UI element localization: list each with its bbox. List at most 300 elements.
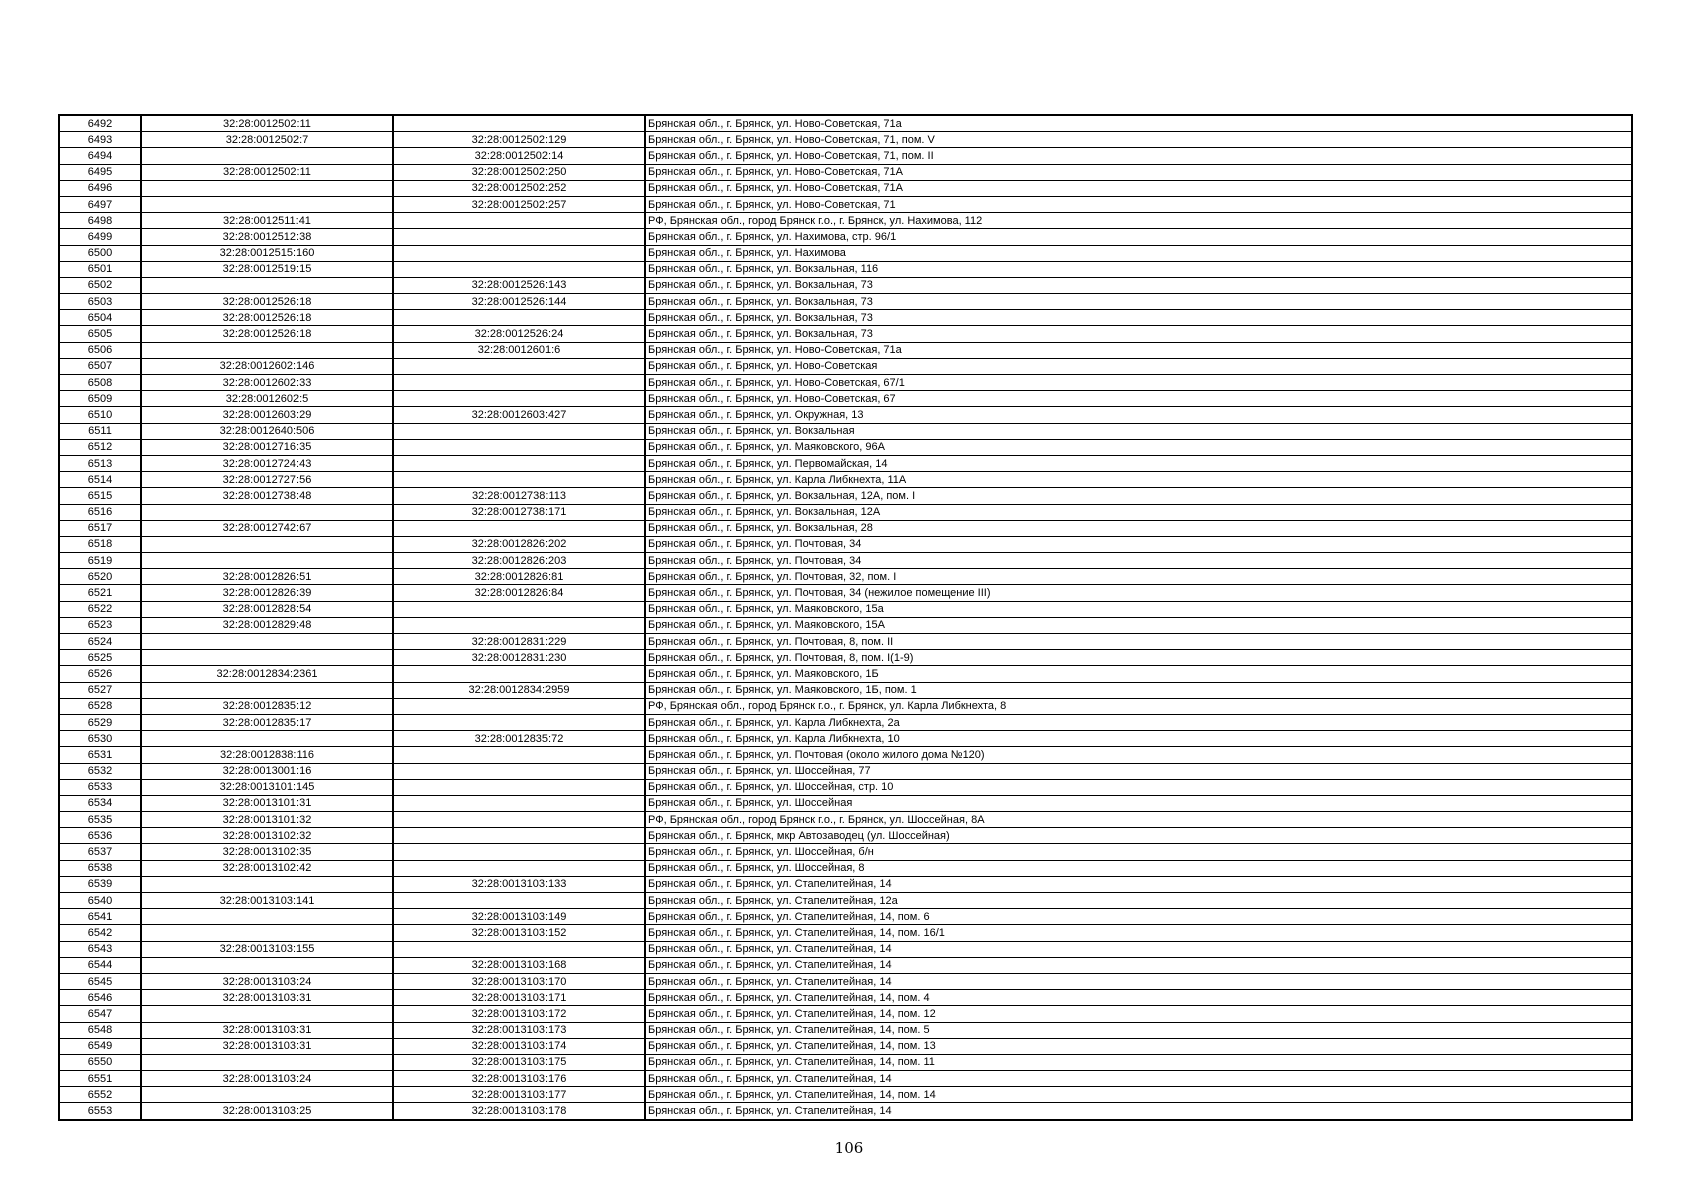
cadastral-number-cell: 32:28:0013101:32 — [141, 812, 393, 828]
cadastral-number-cell — [141, 504, 393, 520]
cadastral-number-cell: 32:28:0012602:146 — [141, 358, 393, 374]
table-row — [59, 488, 1632, 504]
address-cell: Брянская обл., г. Брянск, ул. Стапелитейная, 14, пом. 12 — [645, 1006, 1632, 1022]
building-cadastral-number-cell: 32:28:0012826:81 — [393, 569, 645, 585]
row-number-cell: 6551 — [59, 1071, 141, 1087]
cadastral-number-cell: 32:28:0012603:29 — [141, 407, 393, 423]
table-row — [59, 115, 1632, 132]
table-row — [59, 132, 1632, 148]
address-cell: Брянская обл., г. Брянск, ул. Маяковского, 15а — [645, 601, 1632, 617]
row-number-cell: 6500 — [59, 245, 141, 261]
row-number-cell: 6538 — [59, 860, 141, 876]
table-row — [59, 860, 1632, 876]
address-cell: Брянская обл., г. Брянск, ул. Вокзальная, 73 — [645, 310, 1632, 326]
row-number-cell: 6521 — [59, 585, 141, 601]
table-row — [59, 682, 1632, 698]
table-row — [59, 909, 1632, 925]
address-cell: Брянская обл., г. Брянск, ул. Вокзальная, 12А — [645, 504, 1632, 520]
building-cadastral-number-cell: 32:28:0013103:178 — [393, 1103, 645, 1120]
row-number-cell: 6496 — [59, 180, 141, 196]
building-cadastral-number-cell: 32:28:0012526:144 — [393, 294, 645, 310]
cadastral-number-cell — [141, 731, 393, 747]
row-number-cell: 6507 — [59, 358, 141, 374]
address-cell: Брянская обл., г. Брянск, ул. Вокзальная — [645, 423, 1632, 439]
address-cell: Брянская обл., г. Брянск, ул. Стапелитейная, 14, пом. 6 — [645, 909, 1632, 925]
address-cell: Брянская обл., г. Брянск, ул. Ново-Советская, 67 — [645, 391, 1632, 407]
table-row — [59, 990, 1632, 1006]
table-row — [59, 941, 1632, 957]
row-number-cell: 6529 — [59, 714, 141, 730]
table-row — [59, 310, 1632, 326]
building-cadastral-number-cell — [393, 828, 645, 844]
row-number-cell: 6524 — [59, 634, 141, 650]
row-number-cell: 6542 — [59, 925, 141, 941]
table-row — [59, 601, 1632, 617]
address-cell: Брянская обл., г. Брянск, ул. Вокзальная, 73 — [645, 294, 1632, 310]
row-number-cell: 6503 — [59, 294, 141, 310]
address-cell: Брянская обл., г. Брянск, ул. Ново-Советская, 71А — [645, 180, 1632, 196]
building-cadastral-number-cell: 32:28:0012502:250 — [393, 164, 645, 180]
building-cadastral-number-cell: 32:28:0012738:113 — [393, 488, 645, 504]
cadastral-number-cell: 32:28:0012640:506 — [141, 423, 393, 439]
cadastral-number-cell: 32:28:0012519:15 — [141, 261, 393, 277]
building-cadastral-number-cell: 32:28:0012502:252 — [393, 180, 645, 196]
address-cell: Брянская обл., г. Брянск, ул. Маяковского, 1Б, пом. 1 — [645, 682, 1632, 698]
cadastral-number-cell — [141, 277, 393, 293]
table-row — [59, 277, 1632, 293]
cadastral-number-cell — [141, 1087, 393, 1103]
row-number-cell: 6528 — [59, 698, 141, 714]
row-number-cell: 6495 — [59, 164, 141, 180]
address-cell: РФ, Брянская обл., город Брянск г.о., г. Брянск, ул. Шоссейная, 8А — [645, 812, 1632, 828]
building-cadastral-number-cell: 32:28:0012502:257 — [393, 196, 645, 212]
address-cell: Брянская обл., г. Брянск, ул. Ново-Советская — [645, 358, 1632, 374]
cadastral-number-cell: 32:28:0013102:42 — [141, 860, 393, 876]
table-row — [59, 196, 1632, 212]
table-row — [59, 844, 1632, 860]
building-cadastral-number-cell — [393, 941, 645, 957]
address-cell: Брянская обл., г. Брянск, ул. Шоссейная, б/н — [645, 844, 1632, 860]
table-row — [59, 828, 1632, 844]
building-cadastral-number-cell — [393, 714, 645, 730]
table-row — [59, 731, 1632, 747]
building-cadastral-number-cell — [393, 601, 645, 617]
address-cell: Брянская обл., г. Брянск, ул. Вокзальная, 73 — [645, 277, 1632, 293]
address-cell: Брянская обл., г. Брянск, ул. Нахимова, стр. 96/1 — [645, 229, 1632, 245]
building-cadastral-number-cell: 32:28:0013103:175 — [393, 1054, 645, 1070]
property-table — [58, 114, 1633, 1121]
row-number-cell: 6523 — [59, 617, 141, 633]
address-cell: Брянская обл., г. Брянск, ул. Шоссейная — [645, 795, 1632, 811]
cadastral-number-cell — [141, 342, 393, 358]
cadastral-number-cell: 32:28:0012526:18 — [141, 326, 393, 342]
row-number-cell: 6525 — [59, 650, 141, 666]
address-cell: Брянская обл., г. Брянск, ул. Шоссейная, стр. 10 — [645, 779, 1632, 795]
table-row — [59, 375, 1632, 391]
building-cadastral-number-cell: 32:28:0013103:133 — [393, 876, 645, 892]
cadastral-number-cell: 32:28:0012724:43 — [141, 455, 393, 471]
address-cell: Брянская обл., г. Брянск, ул. Ново-Советская, 71А — [645, 164, 1632, 180]
row-number-cell: 6547 — [59, 1006, 141, 1022]
cadastral-number-cell: 32:28:0012834:2361 — [141, 666, 393, 682]
cadastral-number-cell: 32:28:0013103:155 — [141, 941, 393, 957]
building-cadastral-number-cell — [393, 893, 645, 909]
cadastral-number-cell: 32:28:0012526:18 — [141, 294, 393, 310]
row-number-cell: 6514 — [59, 472, 141, 488]
cadastral-number-cell — [141, 650, 393, 666]
table-row — [59, 747, 1632, 763]
address-cell: Брянская обл., г. Брянск, ул. Стапелитейная, 14 — [645, 1071, 1632, 1087]
row-number-cell: 6492 — [59, 115, 141, 132]
address-cell: Брянская обл., г. Брянск, ул. Первомайская, 14 — [645, 455, 1632, 471]
building-cadastral-number-cell — [393, 439, 645, 455]
table-row — [59, 261, 1632, 277]
address-cell: Брянская обл., г. Брянск, ул. Ново-Советская, 71а — [645, 342, 1632, 358]
address-cell: Брянская обл., г. Брянск, ул. Маяковского, 1Б — [645, 666, 1632, 682]
row-number-cell: 6532 — [59, 763, 141, 779]
building-cadastral-number-cell — [393, 213, 645, 229]
row-number-cell: 6506 — [59, 342, 141, 358]
address-cell: Брянская обл., г. Брянск, ул. Стапелитейная, 14, пом. 16/1 — [645, 925, 1632, 941]
row-number-cell: 6494 — [59, 148, 141, 164]
address-cell: Брянская обл., г. Брянск, ул. Ново-Советская, 71а — [645, 115, 1632, 132]
row-number-cell: 6519 — [59, 553, 141, 569]
row-number-cell: 6515 — [59, 488, 141, 504]
cadastral-number-cell — [141, 876, 393, 892]
table-row — [59, 358, 1632, 374]
building-cadastral-number-cell — [393, 520, 645, 536]
table-row — [59, 925, 1632, 941]
address-cell: Брянская обл., г. Брянск, ул. Стапелитейная, 14, пом. 14 — [645, 1087, 1632, 1103]
row-number-cell: 6520 — [59, 569, 141, 585]
cadastral-number-cell: 32:28:0012826:39 — [141, 585, 393, 601]
cadastral-number-cell: 32:28:0013102:32 — [141, 828, 393, 844]
table-row — [59, 164, 1632, 180]
building-cadastral-number-cell — [393, 698, 645, 714]
cadastral-number-cell: 32:28:0012526:18 — [141, 310, 393, 326]
cadastral-number-cell: 32:28:0012742:67 — [141, 520, 393, 536]
cadastral-number-cell: 32:28:0012835:12 — [141, 698, 393, 714]
building-cadastral-number-cell: 32:28:0013103:174 — [393, 1038, 645, 1054]
address-cell: Брянская обл., г. Брянск, ул. Стапелитейная, 14, пом. 5 — [645, 1022, 1632, 1038]
cadastral-number-cell — [141, 536, 393, 552]
cadastral-number-cell: 32:28:0012502:7 — [141, 132, 393, 148]
building-cadastral-number-cell: 32:28:0012826:84 — [393, 585, 645, 601]
cadastral-number-cell: 32:28:0012738:48 — [141, 488, 393, 504]
address-cell: Брянская обл., г. Брянск, ул. Стапелитейная, 12а — [645, 893, 1632, 909]
building-cadastral-number-cell — [393, 779, 645, 795]
cadastral-number-cell — [141, 148, 393, 164]
row-number-cell: 6509 — [59, 391, 141, 407]
address-cell: Брянская обл., г. Брянск, ул. Почтовая (около жилого дома №120) — [645, 747, 1632, 763]
table-row — [59, 553, 1632, 569]
building-cadastral-number-cell: 32:28:0012502:14 — [393, 148, 645, 164]
building-cadastral-number-cell — [393, 423, 645, 439]
address-cell: Брянская обл., г. Брянск, ул. Почтовая, 34 (нежилое помещение III) — [645, 585, 1632, 601]
cadastral-number-cell: 32:28:0012511:41 — [141, 213, 393, 229]
building-cadastral-number-cell — [393, 812, 645, 828]
building-cadastral-number-cell: 32:28:0013103:152 — [393, 925, 645, 941]
cadastral-number-cell: 32:28:0012826:51 — [141, 569, 393, 585]
cadastral-number-cell — [141, 925, 393, 941]
address-cell: Брянская обл., г. Брянск, ул. Вокзальная, 28 — [645, 520, 1632, 536]
address-cell: Брянская обл., г. Брянск, ул. Ново-Советская, 67/1 — [645, 375, 1632, 391]
cadastral-number-cell: 32:28:0012716:35 — [141, 439, 393, 455]
address-cell: Брянская обл., г. Брянск, ул. Шоссейная, 77 — [645, 763, 1632, 779]
cadastral-number-cell: 32:28:0013101:31 — [141, 795, 393, 811]
row-number-cell: 6537 — [59, 844, 141, 860]
row-number-cell: 6535 — [59, 812, 141, 828]
address-cell: Брянская обл., г. Брянск, ул. Стапелитейная, 14 — [645, 973, 1632, 989]
address-cell: Брянская обл., г. Брянск, ул. Вокзальная, 73 — [645, 326, 1632, 342]
building-cadastral-number-cell — [393, 455, 645, 471]
building-cadastral-number-cell: 32:28:0012502:129 — [393, 132, 645, 148]
address-cell: Брянская обл., г. Брянск, ул. Карла Либкнехта, 2а — [645, 714, 1632, 730]
cadastral-number-cell: 32:28:0012835:17 — [141, 714, 393, 730]
table-row — [59, 439, 1632, 455]
building-cadastral-number-cell: 32:28:0013103:172 — [393, 1006, 645, 1022]
address-cell: Брянская обл., г. Брянск, ул. Стапелитейная, 14, пом. 13 — [645, 1038, 1632, 1054]
table-row — [59, 213, 1632, 229]
table-row — [59, 423, 1632, 439]
table-row — [59, 229, 1632, 245]
table-row — [59, 795, 1632, 811]
building-cadastral-number-cell: 32:28:0012601:6 — [393, 342, 645, 358]
building-cadastral-number-cell: 32:28:0012831:230 — [393, 650, 645, 666]
building-cadastral-number-cell: 32:28:0012526:24 — [393, 326, 645, 342]
row-number-cell: 6527 — [59, 682, 141, 698]
table-row — [59, 714, 1632, 730]
address-cell: Брянская обл., г. Брянск, ул. Карла Либкнехта, 10 — [645, 731, 1632, 747]
cadastral-number-cell: 32:28:0013103:24 — [141, 1071, 393, 1087]
cadastral-number-cell — [141, 682, 393, 698]
table-row — [59, 698, 1632, 714]
row-number-cell: 6522 — [59, 601, 141, 617]
row-number-cell: 6513 — [59, 455, 141, 471]
building-cadastral-number-cell — [393, 391, 645, 407]
row-number-cell: 6493 — [59, 132, 141, 148]
cadastral-number-cell: 32:28:0013101:145 — [141, 779, 393, 795]
cadastral-number-cell: 32:28:0012602:5 — [141, 391, 393, 407]
row-number-cell: 6553 — [59, 1103, 141, 1120]
address-cell: Брянская обл., г. Брянск, ул. Вокзальная, 116 — [645, 261, 1632, 277]
table-row — [59, 180, 1632, 196]
table-row — [59, 634, 1632, 650]
building-cadastral-number-cell: 32:28:0012831:229 — [393, 634, 645, 650]
building-cadastral-number-cell — [393, 763, 645, 779]
building-cadastral-number-cell: 32:28:0012834:2959 — [393, 682, 645, 698]
address-cell: Брянская обл., г. Брянск, ул. Маяковского, 15А — [645, 617, 1632, 633]
row-number-cell: 6545 — [59, 973, 141, 989]
table-row — [59, 617, 1632, 633]
address-cell: Брянская обл., г. Брянск, ул. Почтовая, 34 — [645, 536, 1632, 552]
address-cell: Брянская обл., г. Брянск, ул. Почтовая, 8, пом. I(1-9) — [645, 650, 1632, 666]
table-row — [59, 536, 1632, 552]
building-cadastral-number-cell: 32:28:0013103:171 — [393, 990, 645, 1006]
building-cadastral-number-cell: 32:28:0012826:203 — [393, 553, 645, 569]
row-number-cell: 6498 — [59, 213, 141, 229]
table-row — [59, 1006, 1632, 1022]
address-cell: Брянская обл., г. Брянск, ул. Маяковского, 96А — [645, 439, 1632, 455]
row-number-cell: 6540 — [59, 893, 141, 909]
row-number-cell: 6541 — [59, 909, 141, 925]
building-cadastral-number-cell: 32:28:0012603:427 — [393, 407, 645, 423]
row-number-cell: 6543 — [59, 941, 141, 957]
cadastral-number-cell: 32:28:0013001:16 — [141, 763, 393, 779]
table-row — [59, 1038, 1632, 1054]
building-cadastral-number-cell — [393, 666, 645, 682]
building-cadastral-number-cell — [393, 245, 645, 261]
cadastral-number-cell: 32:28:0012502:11 — [141, 115, 393, 132]
cadastral-number-cell — [141, 196, 393, 212]
page-number: 106 — [834, 1139, 864, 1157]
row-number-cell: 6516 — [59, 504, 141, 520]
address-cell: РФ, Брянская обл., город Брянск г.о., г. Брянск, ул. Карла Либкнехта, 8 — [645, 698, 1632, 714]
address-cell: Брянская обл., г. Брянск, ул. Стапелитейная, 14 — [645, 941, 1632, 957]
address-cell: Брянская обл., г. Брянск, ул. Почтовая, 34 — [645, 553, 1632, 569]
row-number-cell: 6531 — [59, 747, 141, 763]
cadastral-number-cell: 32:28:0012829:48 — [141, 617, 393, 633]
table-body — [59, 115, 1632, 1120]
table-row — [59, 779, 1632, 795]
table-row — [59, 650, 1632, 666]
cadastral-number-cell: 32:28:0013103:31 — [141, 1022, 393, 1038]
address-cell: Брянская обл., г. Брянск, ул. Стапелитейная, 14 — [645, 1103, 1632, 1120]
building-cadastral-number-cell — [393, 358, 645, 374]
cadastral-number-cell — [141, 634, 393, 650]
cadastral-number-cell: 32:28:0013103:141 — [141, 893, 393, 909]
cadastral-number-cell: 32:28:0012838:116 — [141, 747, 393, 763]
address-cell: Брянская обл., г. Брянск, ул. Стапелитейная, 14, пом. 11 — [645, 1054, 1632, 1070]
row-number-cell: 6526 — [59, 666, 141, 682]
table-row — [59, 585, 1632, 601]
building-cadastral-number-cell: 32:28:0013103:173 — [393, 1022, 645, 1038]
building-cadastral-number-cell — [393, 844, 645, 860]
table-row — [59, 148, 1632, 164]
row-number-cell: 6504 — [59, 310, 141, 326]
building-cadastral-number-cell: 32:28:0013103:176 — [393, 1071, 645, 1087]
cadastral-number-cell: 32:28:0012727:56 — [141, 472, 393, 488]
building-cadastral-number-cell: 32:28:0012835:72 — [393, 731, 645, 747]
address-cell: Брянская обл., г. Брянск, ул. Шоссейная, 8 — [645, 860, 1632, 876]
cadastral-number-cell: 32:28:0012502:11 — [141, 164, 393, 180]
table-row — [59, 763, 1632, 779]
address-cell: Брянская обл., г. Брянск, ул. Стапелитейная, 14 — [645, 957, 1632, 973]
address-cell: Брянская обл., г. Брянск, ул. Почтовая, 32, пом. I — [645, 569, 1632, 585]
address-cell: Брянская обл., г. Брянск, ул. Почтовая, 8, пом. II — [645, 634, 1632, 650]
building-cadastral-number-cell — [393, 115, 645, 132]
row-number-cell: 6534 — [59, 795, 141, 811]
building-cadastral-number-cell: 32:28:0013103:177 — [393, 1087, 645, 1103]
cadastral-number-cell: 32:28:0012512:38 — [141, 229, 393, 245]
row-number-cell: 6497 — [59, 196, 141, 212]
building-cadastral-number-cell — [393, 860, 645, 876]
row-number-cell: 6546 — [59, 990, 141, 1006]
cadastral-number-cell — [141, 180, 393, 196]
table-row — [59, 1022, 1632, 1038]
cadastral-number-cell — [141, 1006, 393, 1022]
table-row — [59, 407, 1632, 423]
cadastral-number-cell — [141, 957, 393, 973]
building-cadastral-number-cell: 32:28:0013103:149 — [393, 909, 645, 925]
building-cadastral-number-cell: 32:28:0013103:170 — [393, 973, 645, 989]
row-number-cell: 6550 — [59, 1054, 141, 1070]
address-cell: Брянская обл., г. Брянск, ул. Окружная, 13 — [645, 407, 1632, 423]
table-row — [59, 455, 1632, 471]
building-cadastral-number-cell: 32:28:0013103:168 — [393, 957, 645, 973]
table-row — [59, 1087, 1632, 1103]
row-number-cell: 6505 — [59, 326, 141, 342]
table-row — [59, 342, 1632, 358]
address-cell: Брянская обл., г. Брянск, ул. Вокзальная, 12А, пом. I — [645, 488, 1632, 504]
row-number-cell: 6544 — [59, 957, 141, 973]
table-row — [59, 504, 1632, 520]
cadastral-number-cell — [141, 1054, 393, 1070]
row-number-cell: 6512 — [59, 439, 141, 455]
cadastral-number-cell: 32:28:0012515:160 — [141, 245, 393, 261]
row-number-cell: 6549 — [59, 1038, 141, 1054]
building-cadastral-number-cell — [393, 310, 645, 326]
table-row — [59, 520, 1632, 536]
table-row — [59, 294, 1632, 310]
table-row — [59, 326, 1632, 342]
row-number-cell: 6530 — [59, 731, 141, 747]
building-cadastral-number-cell: 32:28:0012738:171 — [393, 504, 645, 520]
row-number-cell: 6502 — [59, 277, 141, 293]
address-cell: Брянская обл., г. Брянск, ул. Ново-Советская, 71, пом. II — [645, 148, 1632, 164]
address-cell: Брянская обл., г. Брянск, ул. Карла Либкнехта, 11А — [645, 472, 1632, 488]
cadastral-number-cell: 32:28:0013103:24 — [141, 973, 393, 989]
building-cadastral-number-cell — [393, 472, 645, 488]
building-cadastral-number-cell — [393, 229, 645, 245]
cadastral-number-cell: 32:28:0013103:25 — [141, 1103, 393, 1120]
table-row — [59, 957, 1632, 973]
row-number-cell: 6510 — [59, 407, 141, 423]
row-number-cell: 6499 — [59, 229, 141, 245]
table-row — [59, 666, 1632, 682]
cadastral-number-cell — [141, 553, 393, 569]
address-cell: Брянская обл., г. Брянск, ул. Нахимова — [645, 245, 1632, 261]
row-number-cell: 6501 — [59, 261, 141, 277]
address-cell: Брянская обл., г. Брянск, ул. Стапелитейная, 14, пом. 4 — [645, 990, 1632, 1006]
building-cadastral-number-cell — [393, 617, 645, 633]
cadastral-number-cell — [141, 909, 393, 925]
building-cadastral-number-cell — [393, 375, 645, 391]
table-row — [59, 245, 1632, 261]
table-row — [59, 472, 1632, 488]
address-cell: Брянская обл., г. Брянск, ул. Стапелитейная, 14 — [645, 876, 1632, 892]
table-row — [59, 391, 1632, 407]
table-row — [59, 1103, 1632, 1120]
table-row — [59, 812, 1632, 828]
building-cadastral-number-cell: 32:28:0012826:202 — [393, 536, 645, 552]
table-row — [59, 876, 1632, 892]
table-row — [59, 893, 1632, 909]
cadastral-number-cell: 32:28:0013103:31 — [141, 990, 393, 1006]
cadastral-number-cell: 32:28:0013102:35 — [141, 844, 393, 860]
row-number-cell: 6508 — [59, 375, 141, 391]
address-cell: Брянская обл., г. Брянск, ул. Ново-Советская, 71, пом. V — [645, 132, 1632, 148]
building-cadastral-number-cell — [393, 261, 645, 277]
building-cadastral-number-cell — [393, 795, 645, 811]
row-number-cell: 6533 — [59, 779, 141, 795]
row-number-cell: 6552 — [59, 1087, 141, 1103]
table-row — [59, 1054, 1632, 1070]
row-number-cell: 6548 — [59, 1022, 141, 1038]
cadastral-number-cell: 32:28:0013103:31 — [141, 1038, 393, 1054]
table-row — [59, 569, 1632, 585]
row-number-cell: 6539 — [59, 876, 141, 892]
